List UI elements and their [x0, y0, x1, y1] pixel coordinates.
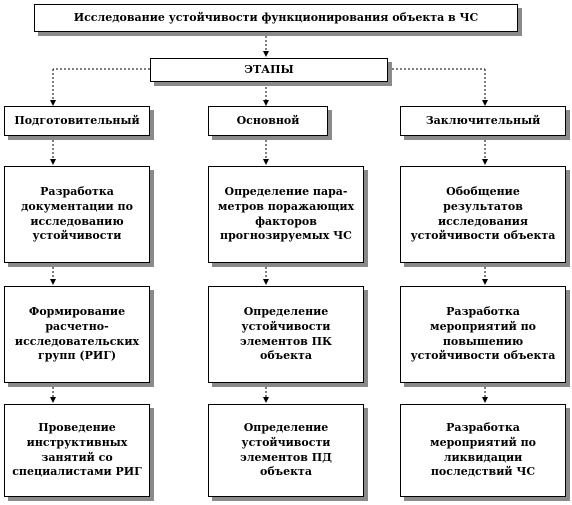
step-text: Определение устойчивости элементов ПД объекта — [240, 420, 332, 479]
step-box — [208, 286, 364, 383]
step-text: Разработка мероприятий по повышению устойчивости объекта — [410, 304, 556, 363]
stages-box — [150, 58, 388, 82]
stage-heading-preparatory — [4, 106, 150, 136]
heading-text: Подготовительный — [14, 113, 140, 127]
step-box — [400, 286, 566, 383]
stage-heading-main — [208, 106, 328, 136]
step-box — [400, 166, 566, 263]
title-text: Исследование устойчивости функционирования объекта в ЧС — [73, 10, 479, 24]
step-text: Определение пара- метров поражающих факторов прогнозируемых ЧС — [217, 184, 355, 243]
step-text: Проведение инструктивных занятий со специалистами РИГ — [12, 420, 142, 479]
step-box — [4, 404, 150, 497]
stages-text: ЭТАПЫ — [244, 62, 294, 76]
step-box — [400, 404, 566, 497]
step-text: Разработка документации по исследованию устойчивости — [21, 184, 133, 243]
step-text: Определение устойчивости элементов ПК объекта — [239, 304, 333, 363]
heading-text: Основной — [236, 113, 300, 127]
stage-heading-final — [400, 106, 566, 136]
step-box — [208, 166, 364, 263]
step-box — [4, 166, 150, 263]
heading-text: Заключительный — [425, 113, 541, 127]
step-text: Разработка мероприятий по ликвидации последствий ЧС — [430, 420, 536, 479]
step-box — [4, 286, 150, 383]
step-text: Формирование расчетно- исследовательских групп (РИГ) — [14, 304, 140, 363]
step-box — [208, 404, 364, 497]
step-text: Обобщение результатов исследования устойчивости объекта — [410, 184, 556, 243]
title-box — [34, 4, 518, 32]
